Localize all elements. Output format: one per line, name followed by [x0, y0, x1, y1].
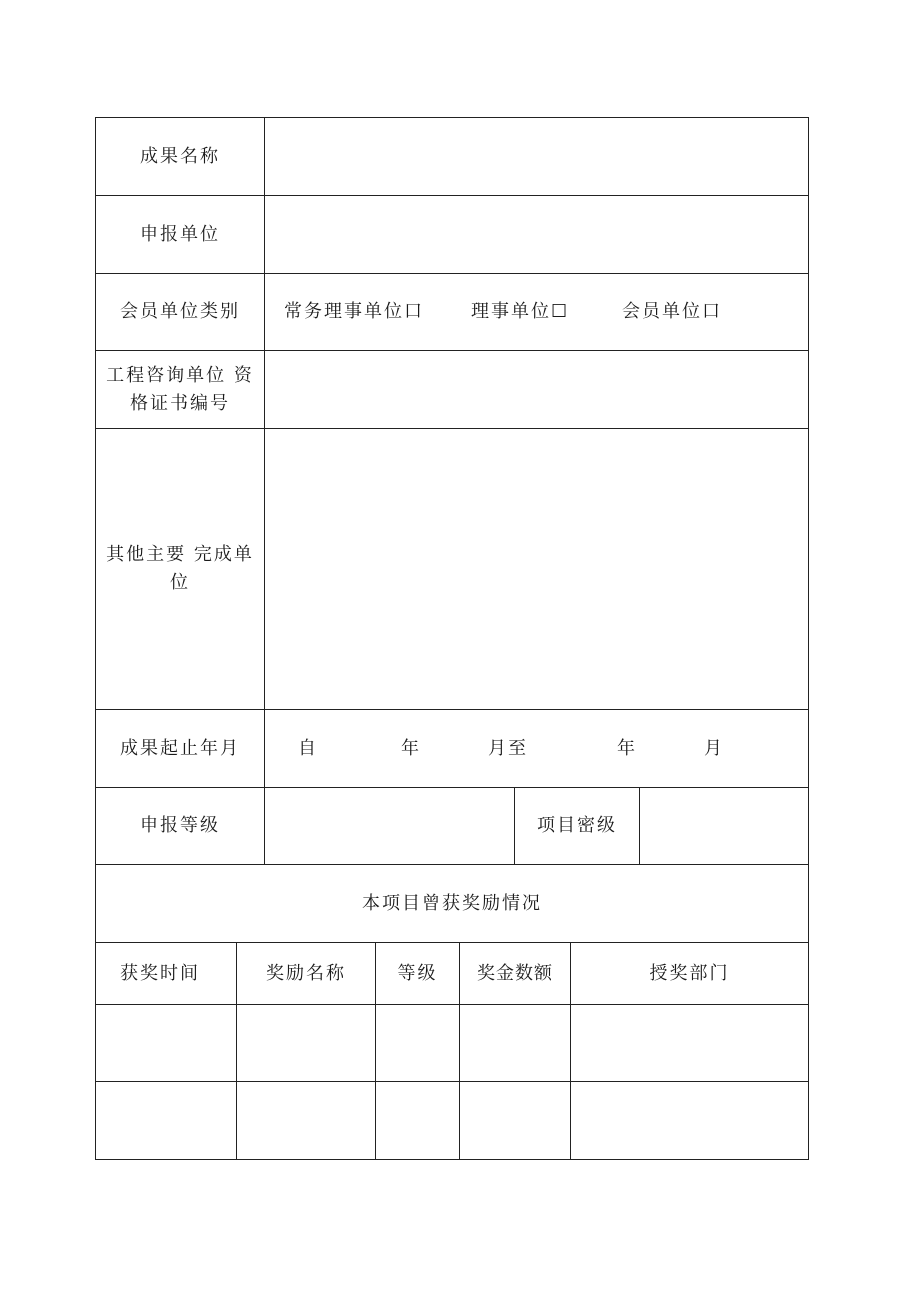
period-month-to: 月至 — [488, 738, 528, 759]
period-year-end: 年 — [617, 738, 637, 759]
awards-section-title: 本项目曾获奖励情况 — [362, 892, 542, 914]
secrecy-label: 项目密级 — [537, 815, 617, 836]
other-units-label: 其他主要 完成单位 — [106, 544, 254, 593]
other-units-field[interactable] — [265, 429, 808, 709]
checkbox-icon[interactable]: 口 — [404, 301, 424, 322]
header-award-name: 奖励名称 — [266, 962, 346, 984]
secrecy-field[interactable] — [640, 788, 808, 864]
grade-label: 申报等级 — [140, 815, 220, 836]
award-row-1[interactable] — [96, 1005, 808, 1081]
achievement-name-field[interactable] — [265, 118, 808, 195]
member-category-label: 会员单位类别 — [120, 301, 240, 322]
option-label: 理事单位 — [471, 301, 551, 322]
option-director[interactable] — [471, 298, 569, 326]
applicant-unit-field[interactable] — [265, 196, 808, 273]
option-label: 常务理事单位 — [284, 301, 404, 322]
checkbox-icon[interactable]: ☐ — [551, 301, 570, 322]
grade-field[interactable] — [265, 788, 514, 864]
application-form-table — [95, 117, 809, 1160]
period-year-start: 年 — [401, 738, 421, 759]
option-standing-director[interactable] — [284, 298, 424, 326]
option-member[interactable] — [622, 298, 722, 326]
header-prize-amount: 奖金数额 — [477, 962, 553, 984]
qualification-label: 工程咨询单位 资格证书编号 — [106, 364, 254, 414]
award-row-2[interactable] — [96, 1082, 808, 1159]
header-awarding-dept: 授奖部门 — [649, 962, 730, 984]
qualification-number-field[interactable] — [265, 351, 808, 428]
applicant-unit-label: 申报单位 — [140, 223, 220, 245]
achievement-name-label: 成果名称 — [140, 145, 220, 167]
period-label: 成果起止年月 — [120, 737, 240, 759]
header-award-level: 等级 — [397, 962, 438, 984]
option-label: 会员单位 — [622, 301, 702, 322]
period-from: 自 — [298, 738, 318, 759]
header-award-date: 获奖时间 — [120, 962, 200, 984]
period-month-end: 月 — [704, 738, 724, 759]
checkbox-icon[interactable]: 口 — [702, 301, 722, 322]
